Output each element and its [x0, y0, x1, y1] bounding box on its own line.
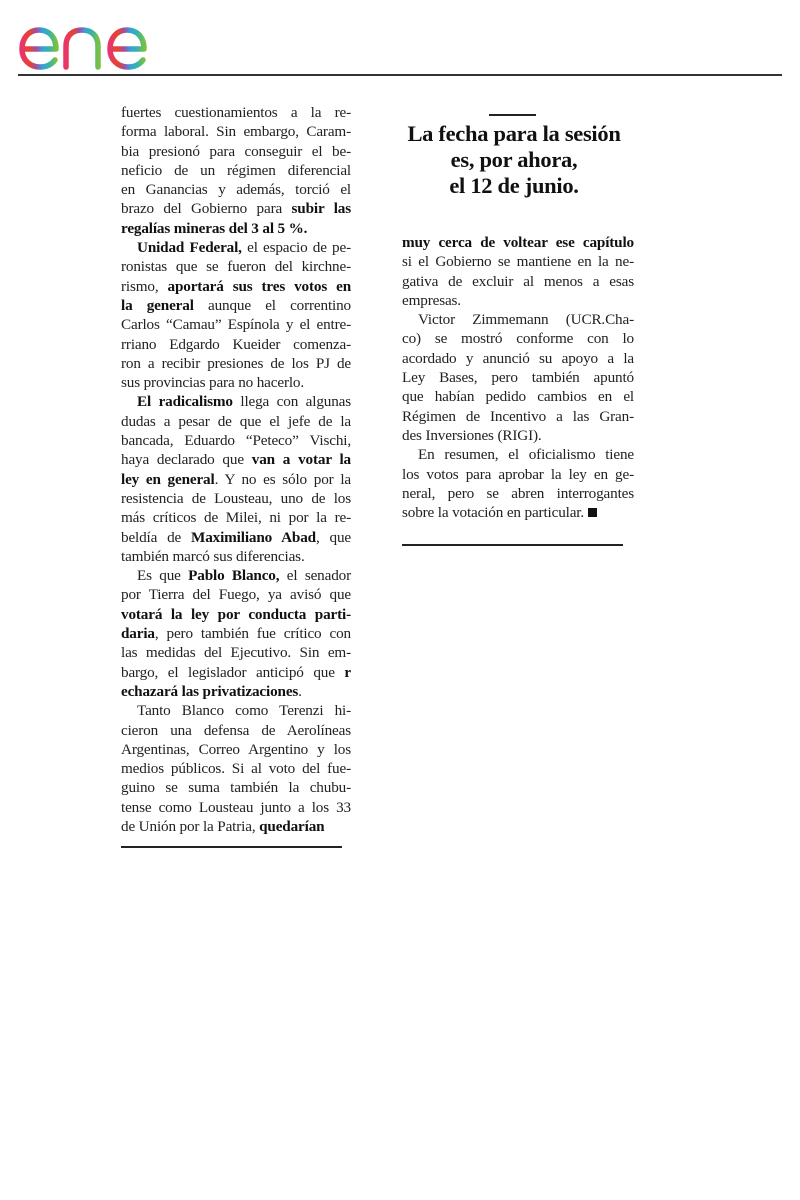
text-run: en Ganancias y además, torció el [121, 181, 351, 199]
text-run: que habían pedido cambios en el [402, 388, 634, 406]
text-run: Ley Bases, pero también apuntó [402, 369, 634, 387]
text-line [121, 547, 351, 566]
bold-text: van a votar la [251, 451, 351, 469]
text-run: neficio de un régimen diferencial [121, 161, 351, 179]
text-run: ron a recibir presiones de los PJ de [121, 354, 351, 372]
text-line [402, 407, 634, 426]
column-end-rule-left [121, 846, 342, 848]
text-run: , pero también fue crítico con [154, 625, 351, 643]
text-run: empresas. [402, 291, 461, 309]
text-run: Argentinas, Correo Argentino y los [121, 740, 351, 758]
text-run: dudas a pesar de que el jefe de la [121, 412, 351, 430]
text-line [121, 508, 351, 527]
text-line [402, 272, 634, 291]
text-run: guino se suma también la chubu- [121, 779, 351, 797]
text-line [402, 329, 634, 348]
text-run: también marcó sus diferencias. [121, 547, 305, 565]
text-line [121, 296, 351, 315]
article-paragraph [121, 238, 351, 392]
text-line [121, 721, 351, 740]
bold-text: Pablo Blanco, [188, 567, 280, 585]
pull-quote-rule [489, 114, 536, 116]
text-run: beldía de [121, 528, 192, 546]
text-run: En resumen, el oficialismo tiene [418, 446, 634, 464]
text-run: co) se mostró conforme con lo [402, 330, 634, 348]
article-paragraph [402, 310, 634, 445]
text-line [121, 354, 351, 373]
bold-text: echazará las privatizaciones [121, 682, 299, 700]
text-line [402, 387, 634, 406]
text-run: ronistas que se fueron del kirchne- [121, 258, 351, 276]
text-run: el senador [279, 567, 352, 585]
article-column-right [402, 233, 634, 522]
text-line [121, 759, 351, 778]
text-run: si el Gobierno se mantiene en la ne- [402, 253, 634, 271]
text-run: brazo del Gobierno para [121, 200, 292, 218]
bold-text: muy cerca de voltear ese capítulo [402, 234, 634, 251]
text-line [121, 798, 351, 817]
text-run: el espacio de pe- [241, 239, 351, 257]
header-rule [18, 74, 782, 76]
article-paragraph [121, 103, 351, 238]
text-run: Es que [137, 567, 189, 585]
text-line [402, 465, 634, 484]
text-line [121, 277, 351, 296]
text-run: rriano Edgardo Kueider comenza- [121, 335, 351, 353]
text-line [121, 470, 351, 489]
text-run: fuertes cuestionamientos a la re- [121, 104, 351, 121]
text-line [121, 663, 351, 682]
text-line [121, 643, 351, 662]
article-paragraph [402, 445, 634, 522]
text-run: sus provincias para no hacerlo. [121, 374, 305, 392]
bold-text: la general [121, 296, 194, 314]
article-paragraph [121, 392, 351, 566]
text-run: neral, pero se abren interrogantes [402, 484, 634, 502]
text-line [121, 335, 351, 354]
text-run: sobre la votación en particular. [402, 504, 585, 522]
text-run: des Inversiones (RIGI). [402, 426, 542, 444]
text-run: aunque el correntino [193, 296, 351, 314]
text-line [402, 503, 634, 522]
text-run: llega con algunas [232, 393, 351, 411]
bold-text: Unidad Federal, [137, 239, 242, 257]
text-run: Régimen de Incentivo a las Gran- [402, 407, 634, 425]
text-line [121, 682, 351, 701]
text-line [121, 585, 351, 604]
bold-text: El radicalismo [137, 393, 233, 411]
text-run: forma laboral. Sin embargo, Caram- [121, 123, 351, 141]
text-line [121, 103, 351, 122]
text-line [121, 412, 351, 431]
text-run: resistencia de Lousteau, uno de los [121, 489, 351, 507]
article-column-left [121, 103, 351, 836]
article-paragraph [121, 701, 351, 836]
text-run: Carlos “Camau” Espínola y el entre- [121, 316, 351, 334]
article-end-mark [588, 508, 597, 517]
text-run: cieron una defensa de Aerolíneas [121, 721, 351, 739]
bold-text: quedarían [259, 817, 325, 835]
pull-quote [396, 121, 632, 199]
text-line [121, 450, 351, 469]
text-line [121, 199, 351, 218]
enel-logo [18, 8, 178, 70]
text-line [402, 368, 634, 387]
text-line [121, 142, 351, 161]
text-run: . [298, 682, 302, 700]
pull-quote-line: el 12 de junio. [449, 173, 579, 198]
text-line [121, 605, 351, 624]
text-line [121, 528, 351, 547]
text-line [402, 349, 634, 368]
pull-quote-line: La fecha para la sesión [407, 121, 621, 146]
text-line [402, 252, 634, 271]
pull-quote-line: es, por ahora, [450, 147, 578, 172]
text-line [121, 489, 351, 508]
article-paragraph [121, 566, 351, 701]
text-run: las medidas del Ejecutivo. Sin em- [121, 644, 351, 662]
text-run: más críticos de Milei, ni por la re- [121, 509, 351, 527]
text-run: haya declarado que [121, 451, 252, 469]
text-run: gativa de excluir al menos a esas [402, 272, 634, 290]
text-line [121, 392, 351, 411]
column-end-rule-right [402, 544, 623, 546]
text-line [402, 484, 634, 503]
text-run: por Tierra del Fuego, ya avisó que [121, 586, 351, 604]
text-run: tense como Lousteau junto a los 33 [121, 798, 351, 816]
text-run: acordado y anunció su apoyo a la [402, 349, 634, 367]
text-run: . Y no es sólo por la [214, 470, 351, 488]
bold-text: Maximiliano Abad [191, 528, 316, 546]
bold-text: regalías mineras del 3 al 5 %. [121, 219, 308, 237]
text-line [121, 431, 351, 450]
text-line [121, 624, 351, 643]
text-run: Victor Zimmemann (UCR.Cha- [418, 311, 634, 329]
text-run: rismo, [121, 277, 168, 295]
text-line [121, 161, 351, 180]
bold-text: r [344, 663, 351, 681]
bold-text: ley en general [121, 470, 215, 488]
text-line [121, 219, 351, 238]
text-run: Tanto Blanco como Terenzi hi- [137, 702, 351, 720]
text-run: , que [315, 528, 351, 546]
text-line [402, 426, 634, 445]
text-line [121, 122, 351, 141]
text-run: bancada, Eduardo “Peteco” Vischi, [121, 432, 351, 450]
text-run: bia presionó para conseguir el be- [121, 142, 351, 160]
text-run: medios públicos. Si al voto del fue- [121, 760, 351, 778]
text-run: los votos para aprobar la ley en ge- [402, 465, 634, 483]
text-run: bargo, el legislador anticipó que [121, 663, 345, 681]
text-line [121, 566, 351, 585]
bold-text: votará la ley por conducta parti- [121, 605, 351, 623]
bold-text: daria [121, 625, 155, 643]
text-line [121, 315, 351, 334]
text-line [402, 291, 634, 310]
text-line [402, 233, 634, 252]
text-line [121, 238, 351, 257]
bold-text: aportará sus tres votos en [167, 277, 352, 295]
text-line [402, 445, 634, 464]
text-line [121, 373, 351, 392]
text-line [121, 701, 351, 720]
text-line [121, 778, 351, 797]
text-line [121, 817, 351, 836]
text-line [121, 180, 351, 199]
bold-text: subir las [291, 200, 351, 218]
text-line [402, 310, 634, 329]
text-line [121, 257, 351, 276]
text-line [121, 740, 351, 759]
text-run: de Unión por la Patria, [121, 817, 260, 835]
article-paragraph [402, 233, 634, 310]
